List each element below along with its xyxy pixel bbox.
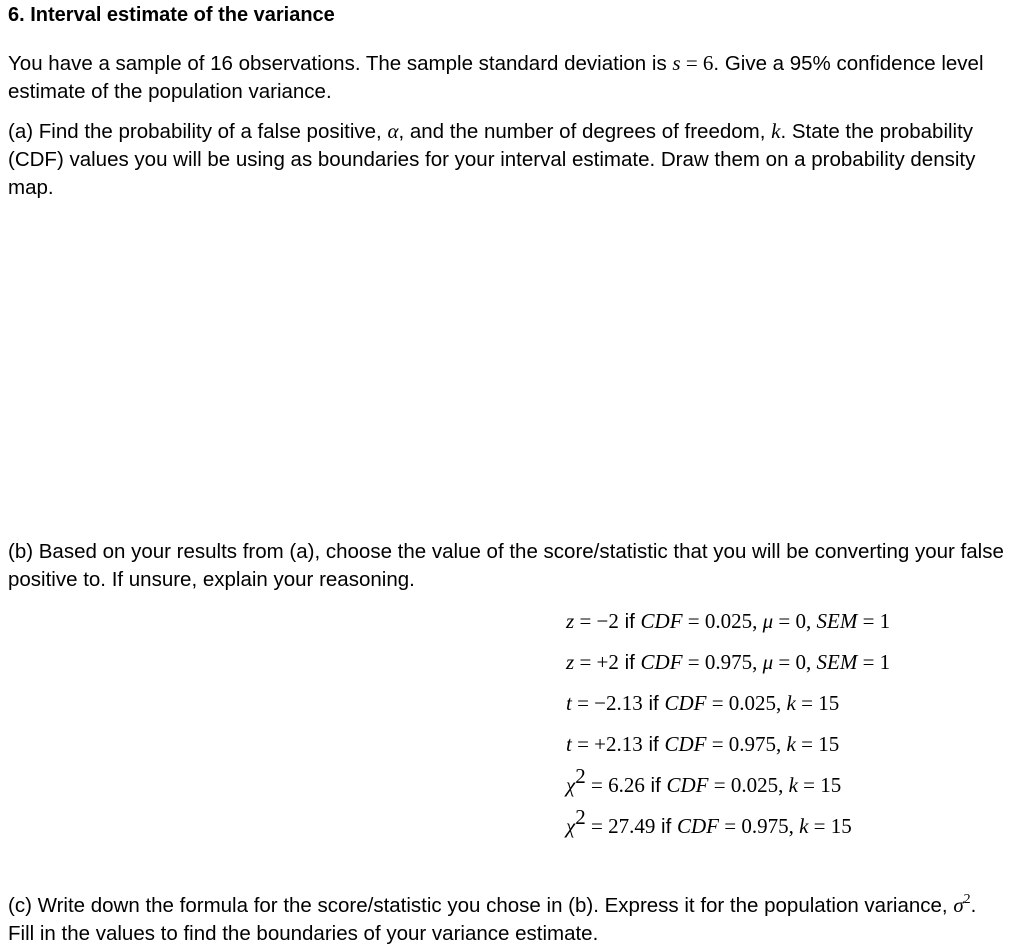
param-1-value: = 15 (795, 691, 840, 715)
score-superscript: 2 (575, 805, 586, 829)
cdf-label: CDF (666, 773, 709, 797)
cdf-label: CDF (664, 732, 707, 756)
score-variable: χ (566, 773, 576, 797)
score-if: if (642, 692, 665, 715)
intro-text-2: . Give a 95% confidence level estimate of the population variance. (8, 52, 984, 103)
cdf-value: = 0.025, (682, 609, 763, 633)
score-option-line (566, 764, 1006, 808)
param-1-value: = 15 (797, 773, 842, 797)
score-if: if (642, 733, 665, 756)
score-variable: t (566, 732, 572, 756)
score-value: = 27.49 (585, 814, 656, 838)
score-option-line (566, 685, 1006, 726)
part-b-prompt: (b) Based on your results from (a), choose the value of the score/statistic that you will be converting your false positive to. If unsure, explain your reasoning. (8, 540, 1004, 591)
param-1-value: = 0, (773, 609, 817, 633)
param-1-symbol: μ (762, 609, 774, 633)
part-a-text-1: (a) Find the probability of a false positive, (8, 120, 388, 143)
score-superscript: 2 (575, 764, 586, 788)
score-if: if (644, 774, 667, 797)
symbol-alpha: α (387, 119, 399, 143)
score-variable: t (566, 691, 572, 715)
part-a-prompt (8, 117, 1008, 202)
sigma-superscript: 2 (963, 892, 971, 907)
score-options-list (566, 603, 1006, 849)
param-1-symbol: k (786, 691, 796, 715)
question-intro (8, 49, 1008, 106)
score-variable: χ (566, 814, 576, 838)
param-2-value: = 1 (857, 609, 891, 633)
score-variable: z (566, 650, 575, 674)
score-if: if (618, 610, 641, 633)
score-option-line (566, 603, 1006, 644)
param-1-symbol: k (788, 773, 798, 797)
s-value: = 6 (680, 51, 714, 75)
cdf-label: CDF (640, 650, 683, 674)
score-option-line (566, 644, 1006, 685)
score-value: = −2.13 (571, 691, 643, 715)
param-2-symbol: SEM (816, 609, 858, 633)
cdf-value: = 0.025, (706, 691, 787, 715)
param-1-symbol: k (786, 732, 796, 756)
score-value: = +2.13 (571, 732, 643, 756)
part-a-text-3: . State the probability (CDF) values you will be using as boundaries for your interval estimate. Draw them on a probability density map. (8, 120, 976, 199)
param-1-value: = 0, (773, 650, 817, 674)
score-if: if (618, 651, 641, 674)
score-value: = +2 (574, 650, 619, 674)
score-value: = 6.26 (585, 773, 645, 797)
cdf-label: CDF (664, 691, 707, 715)
score-variable: z (566, 609, 575, 633)
symbol-k: k (771, 119, 781, 143)
part-c-text-2: . Fill in the values to find the boundaries of your variance estimate. (8, 894, 977, 945)
cdf-value: = 0.975, (682, 650, 763, 674)
part-c-prompt (8, 891, 1008, 948)
param-1-value: = 15 (808, 814, 852, 838)
param-2-symbol: SEM (816, 650, 858, 674)
symbol-sigma: σ (953, 893, 964, 917)
cdf-value: = 0.975, (706, 732, 787, 756)
param-1-symbol: k (799, 814, 809, 838)
cdf-label: CDF (640, 609, 683, 633)
param-2-value: = 1 (857, 650, 891, 674)
score-value: = −2 (574, 609, 619, 633)
question-heading: 6. Interval estimate of the variance (8, 4, 335, 26)
score-option-line (566, 726, 1006, 767)
cdf-value: = 0.975, (719, 814, 800, 838)
score-if: if (655, 815, 677, 838)
part-c-text-1: (c) Write down the formula for the score/statistic you chose in (b). Express it for the population variance, (8, 894, 954, 917)
param-1-value: = 15 (795, 732, 840, 756)
param-1-symbol: μ (762, 650, 774, 674)
cdf-value: = 0.025, (708, 773, 789, 797)
part-a-text-2: , and the number of degrees of freedom, (398, 120, 772, 143)
intro-text-1: You have a sample of 16 observations. The sample standard deviation is (8, 52, 673, 75)
symbol-s: s (672, 51, 681, 75)
cdf-label: CDF (677, 814, 719, 838)
score-option-line (566, 805, 1006, 849)
